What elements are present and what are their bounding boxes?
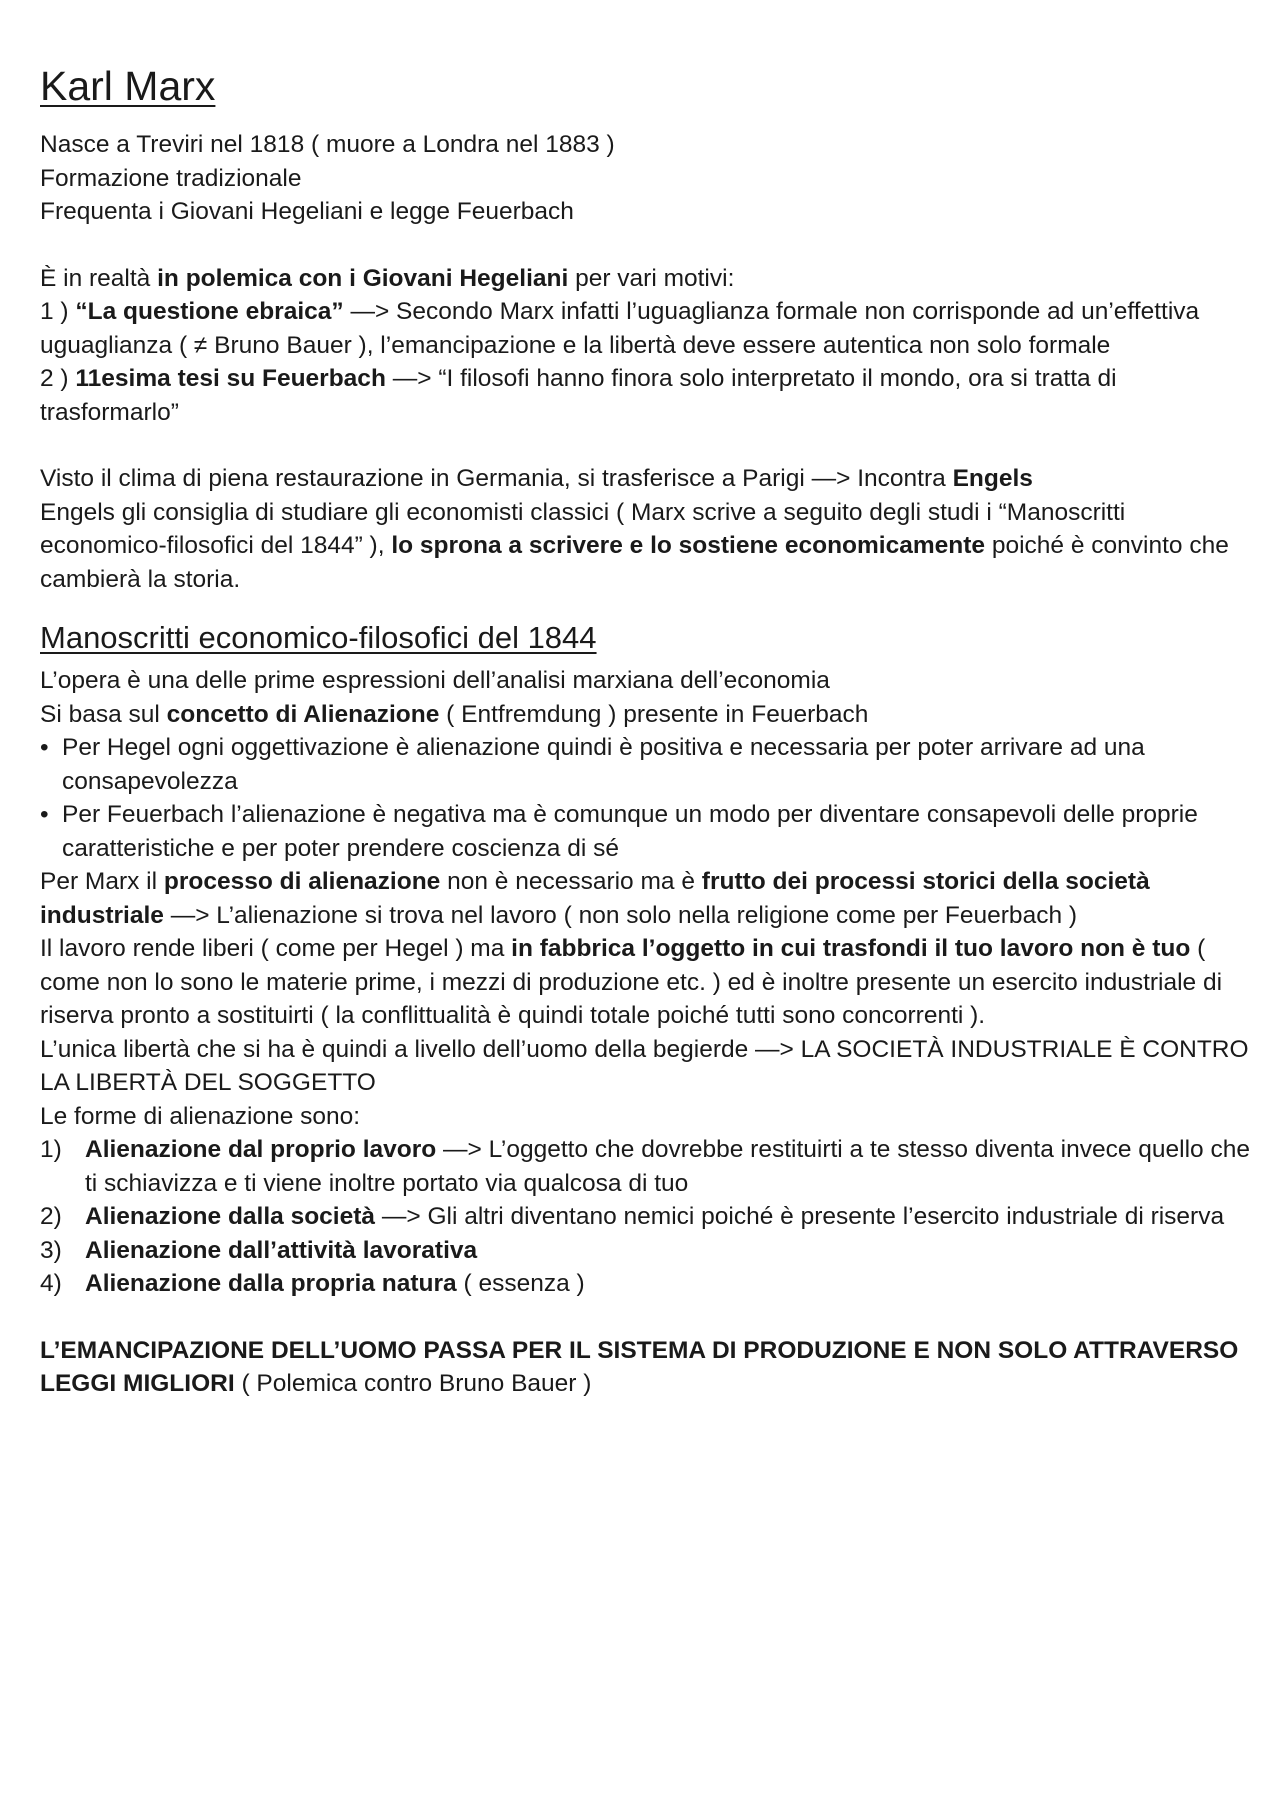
concetto-line: Si basa sul concetto di Alienazione ( Entfremdung ) presente in Feuerbach [40,700,869,728]
hegel-feuerbach-list [40,731,1250,865]
polemica-paragraph: È in realtà in polemica con i Giovani Hegeliani per vari motivi: [40,264,735,292]
point-1: 1 ) “La questione ebraica” —> Secondo Marx infatti l’uguaglianza formale non corrisponde ad un’effettiva uguaglianza ( ≠ Bruno Bauer ), l’emancipazione e la libertà deve essere autentica non solo formale [40,298,1200,359]
parigi-paragraph: Visto il clima di piena restaurazione in Germania, si trasferisce a Parigi —> Incontra Engels [40,465,1033,492]
section-title: Manoscritti economico-filosofici del 1844 [40,620,597,655]
list-item: 2) Alienazione dalla società —> Gli altri diventano nemici poiché è presente l’esercito industriale di riserva [40,1203,1225,1230]
intro-line-2: Formazione tradizionale [40,164,302,192]
list-item: 1) Alienazione dal proprio lavoro —> L’oggetto che dovrebbe restituirti a te stesso diventa invece quello che ti schiavizza e ti viene inoltre portato via qualcosa di tuo [40,1136,1250,1197]
intro-line-1: Nasce a Treviri nel 1818 ( muore a Londra nel 1883 ) [40,131,615,158]
list-item: 4) Alienazione dalla propria natura ( essenza ) [40,1270,585,1297]
point-2: 2 ) 11esima tesi su Feuerbach —> “I filosofi hanno finora solo interpretato il mondo, ora si tratta di trasformarlo” [40,365,1117,426]
opera-line: L’opera è una delle prime espressioni dell’analisi marxiana dell’economia [40,667,830,694]
intro-line-3: Frequenta i Giovani Hegeliani e legge Feuerbach [40,198,574,225]
list-item: • Per Hegel ogni oggettivazione è alienazione quindi è positiva e necessaria per poter arrivare ad una consapevolezza [40,731,1250,798]
liberta-paragraph: L’unica libertà che si ha è quindi a livello dell’uomo della begierde —> LA SOCIETÀ INDUSTRIALE È CONTRO LA LIBERTÀ DEL SOGGETTO [40,1035,1249,1096]
page-title: Karl Marx [40,63,216,109]
list-item: 3) Alienazione dall’attività lavorativa [40,1236,478,1264]
document-page [40,62,1250,1401]
forme-alienazione-list [40,1133,1250,1301]
forme-intro: Le forme di alienazione sono: [40,1102,361,1130]
engels-paragraph: Engels gli consiglia di studiare gli economisti classici ( Marx scrive a seguito degli studi i “Manoscritti economico-filosofici del 1844” ), lo sprona a scrivere e lo sostiene economicamente poiché è convinto che cambierà la storia. [40,498,1229,593]
list-item: • Per Feuerbach l’alienazione è negativa ma è comunque un modo per diventare consapevoli delle proprie caratteristiche e per poter prendere coscienza di sé [40,798,1250,865]
marx-alienazione-paragraph: Per Marx il processo di alienazione non è necessario ma è frutto dei processi storici della società industriale —> L’alienazione si trova nel lavoro ( non solo nella religione come per Feuerbach ) [40,868,1150,929]
lavoro-paragraph: Il lavoro rende liberi ( come per Hegel ) ma in fabbrica l’oggetto in cui trasfondi il tuo lavoro non è tuo ( come non lo sono le materie prime, i mezzi di produzione etc. ) ed è inoltre presente un esercito industriale di riserva pronto a sostituirti ( la conflittualità è quindi totale poiché tutti sono concorrenti ). [40,935,1223,1029]
conclusione-paragraph: L’EMANCIPAZIONE DELL’UOMO PASSA PER IL SISTEMA DI PRODUZIONE E NON SOLO ATTRAVERSO LEGGI MIGLIORI ( Polemica contro Bruno Bauer ) [40,1336,1239,1397]
